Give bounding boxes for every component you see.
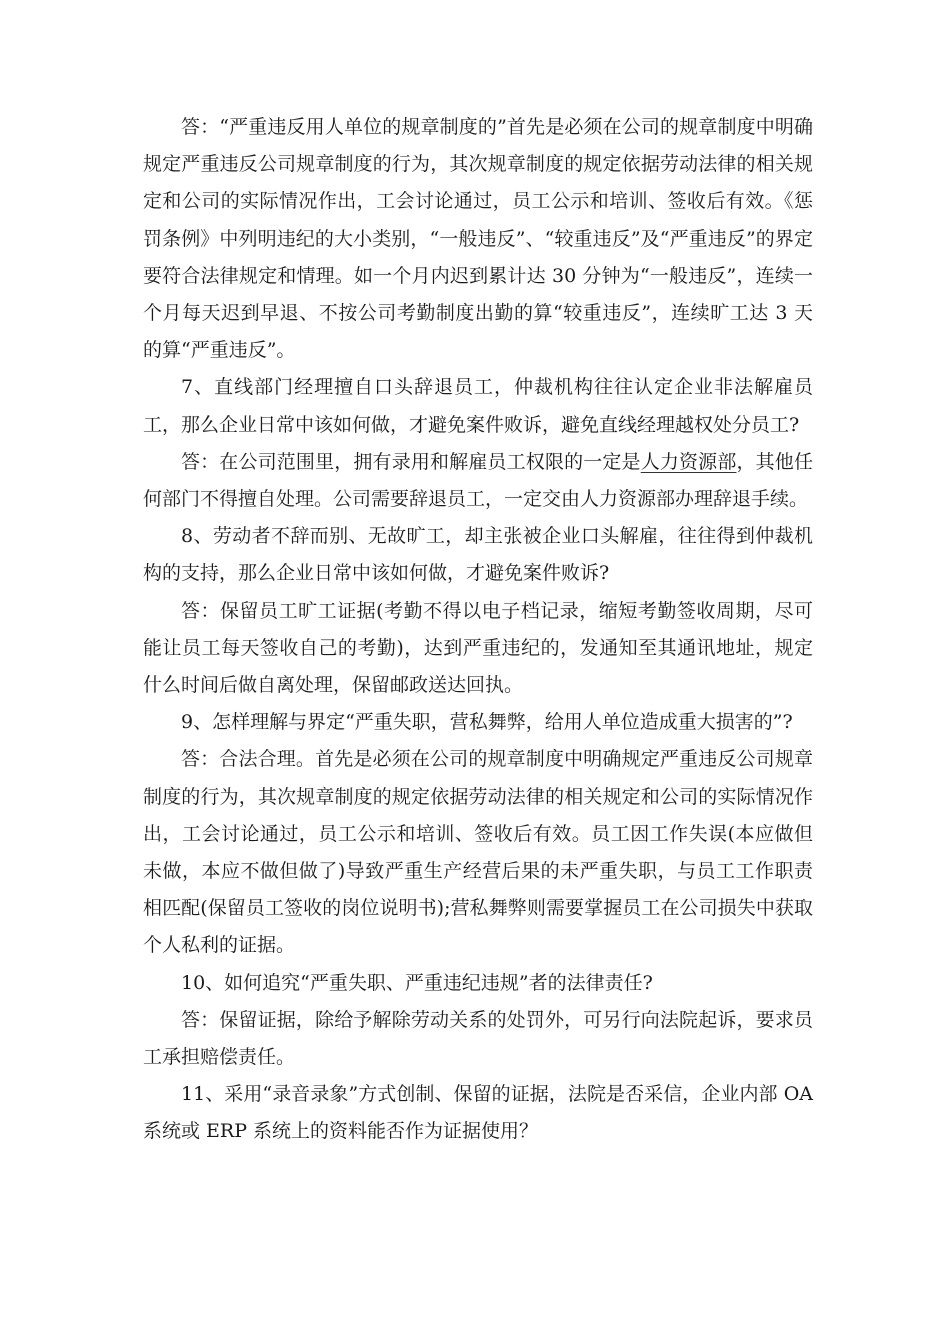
- question-10-paragraph: 10、如何追究“严重失职、严重违纪违规”者的法律责任?: [181, 971, 653, 994]
- question-9-paragraph: 9、怎样理解与界定“严重失职，营私舞弊，给用人单位造成重大损害的”?: [181, 711, 793, 734]
- answer-7-paragraph: [143, 444, 813, 518]
- answer-8-paragraph: 答：保留员工旷工证据(考勤不得以电子档记录，缩短考勤签收周期，尽可能让员工每天签收自己的考勤)，达到严重违纪的，发通知至其通讯地址，规定什么时间后做自离处理，保留邮政送达回执。: [143, 599, 813, 697]
- question-7-paragraph: 7、直线部门经理擅自口头辞退员工，仲裁机构往往认定企业非法解雇员工，那么企业日常中该如何做，才避免案件败诉，避免直线经理越权处分员工?: [143, 376, 813, 436]
- answer-9-paragraph: 答：合法合理。首先是必须在公司的规章制度中明确规定严重违反公司规章制度的行为，其次规章制度的规定依据劳动法律的相关规定和公司的实际情况作出，工会讨论通过，员工公示和培训、签收后有效。员工因工作失误(本应做但未做，本应不做但做了)导致严重生产经营后果的未严重失职，与员工工作职责相匹配(保留员工签收的岗位说明书);营私舞弊则需要掌握员工在公司损失中获取个人私利的证据。: [143, 748, 813, 957]
- answer-7-text-before: 答：在公司范围里，拥有录用和解雇员工权限的一定是: [181, 450, 641, 473]
- answer-10-paragraph: 答：保留证据，除给予解除劳动关系的处罚外，可另行向法院起诉，要求员工承担赔偿责任。: [143, 1008, 813, 1069]
- document-body: [143, 109, 813, 1151]
- hr-department-link[interactable]: 人力资源部: [640, 450, 737, 473]
- question-11-paragraph: 11、采用“录音录象”方式创制、保留的证据，法院是否采信，企业内部 OA 系统或 ERP 系统上的资料能否作为证据使用？: [143, 1083, 813, 1143]
- question-8-paragraph: 8、劳动者不辞而别、无故旷工，却主张被企业口头解雇，往往得到仲裁机构的支持，那么企业日常中该如何做，才避免案件败诉?: [143, 525, 813, 585]
- answer-6-paragraph: 答：“严重违反用人单位的规章制度的”首先是必须在公司的规章制度中明确规定严重违反公司规章制度的行为，其次规章制度的规定依据劳动法律的相关规定和公司的实际情况作出，工会讨论通过，员工公示和培训、签收后有效。《惩罚条例》中列明违纪的大小类别，“一般违反”、“较重违反”及“严重违反”的界定要符合法律规定和情理。如一个月内迟到累计达 30 分钟为“一般违反”，连续一个月每天迟到早退、不按公司考勤制度出勤的算“较重违反”，连续旷工达 3 天的算“严重违反”。: [143, 116, 813, 362]
- answer-7-text-after: ，其他任何部门不得擅自处理。公司需要辞退员工，一定交由人力资源部办理辞退手续。: [143, 450, 813, 511]
